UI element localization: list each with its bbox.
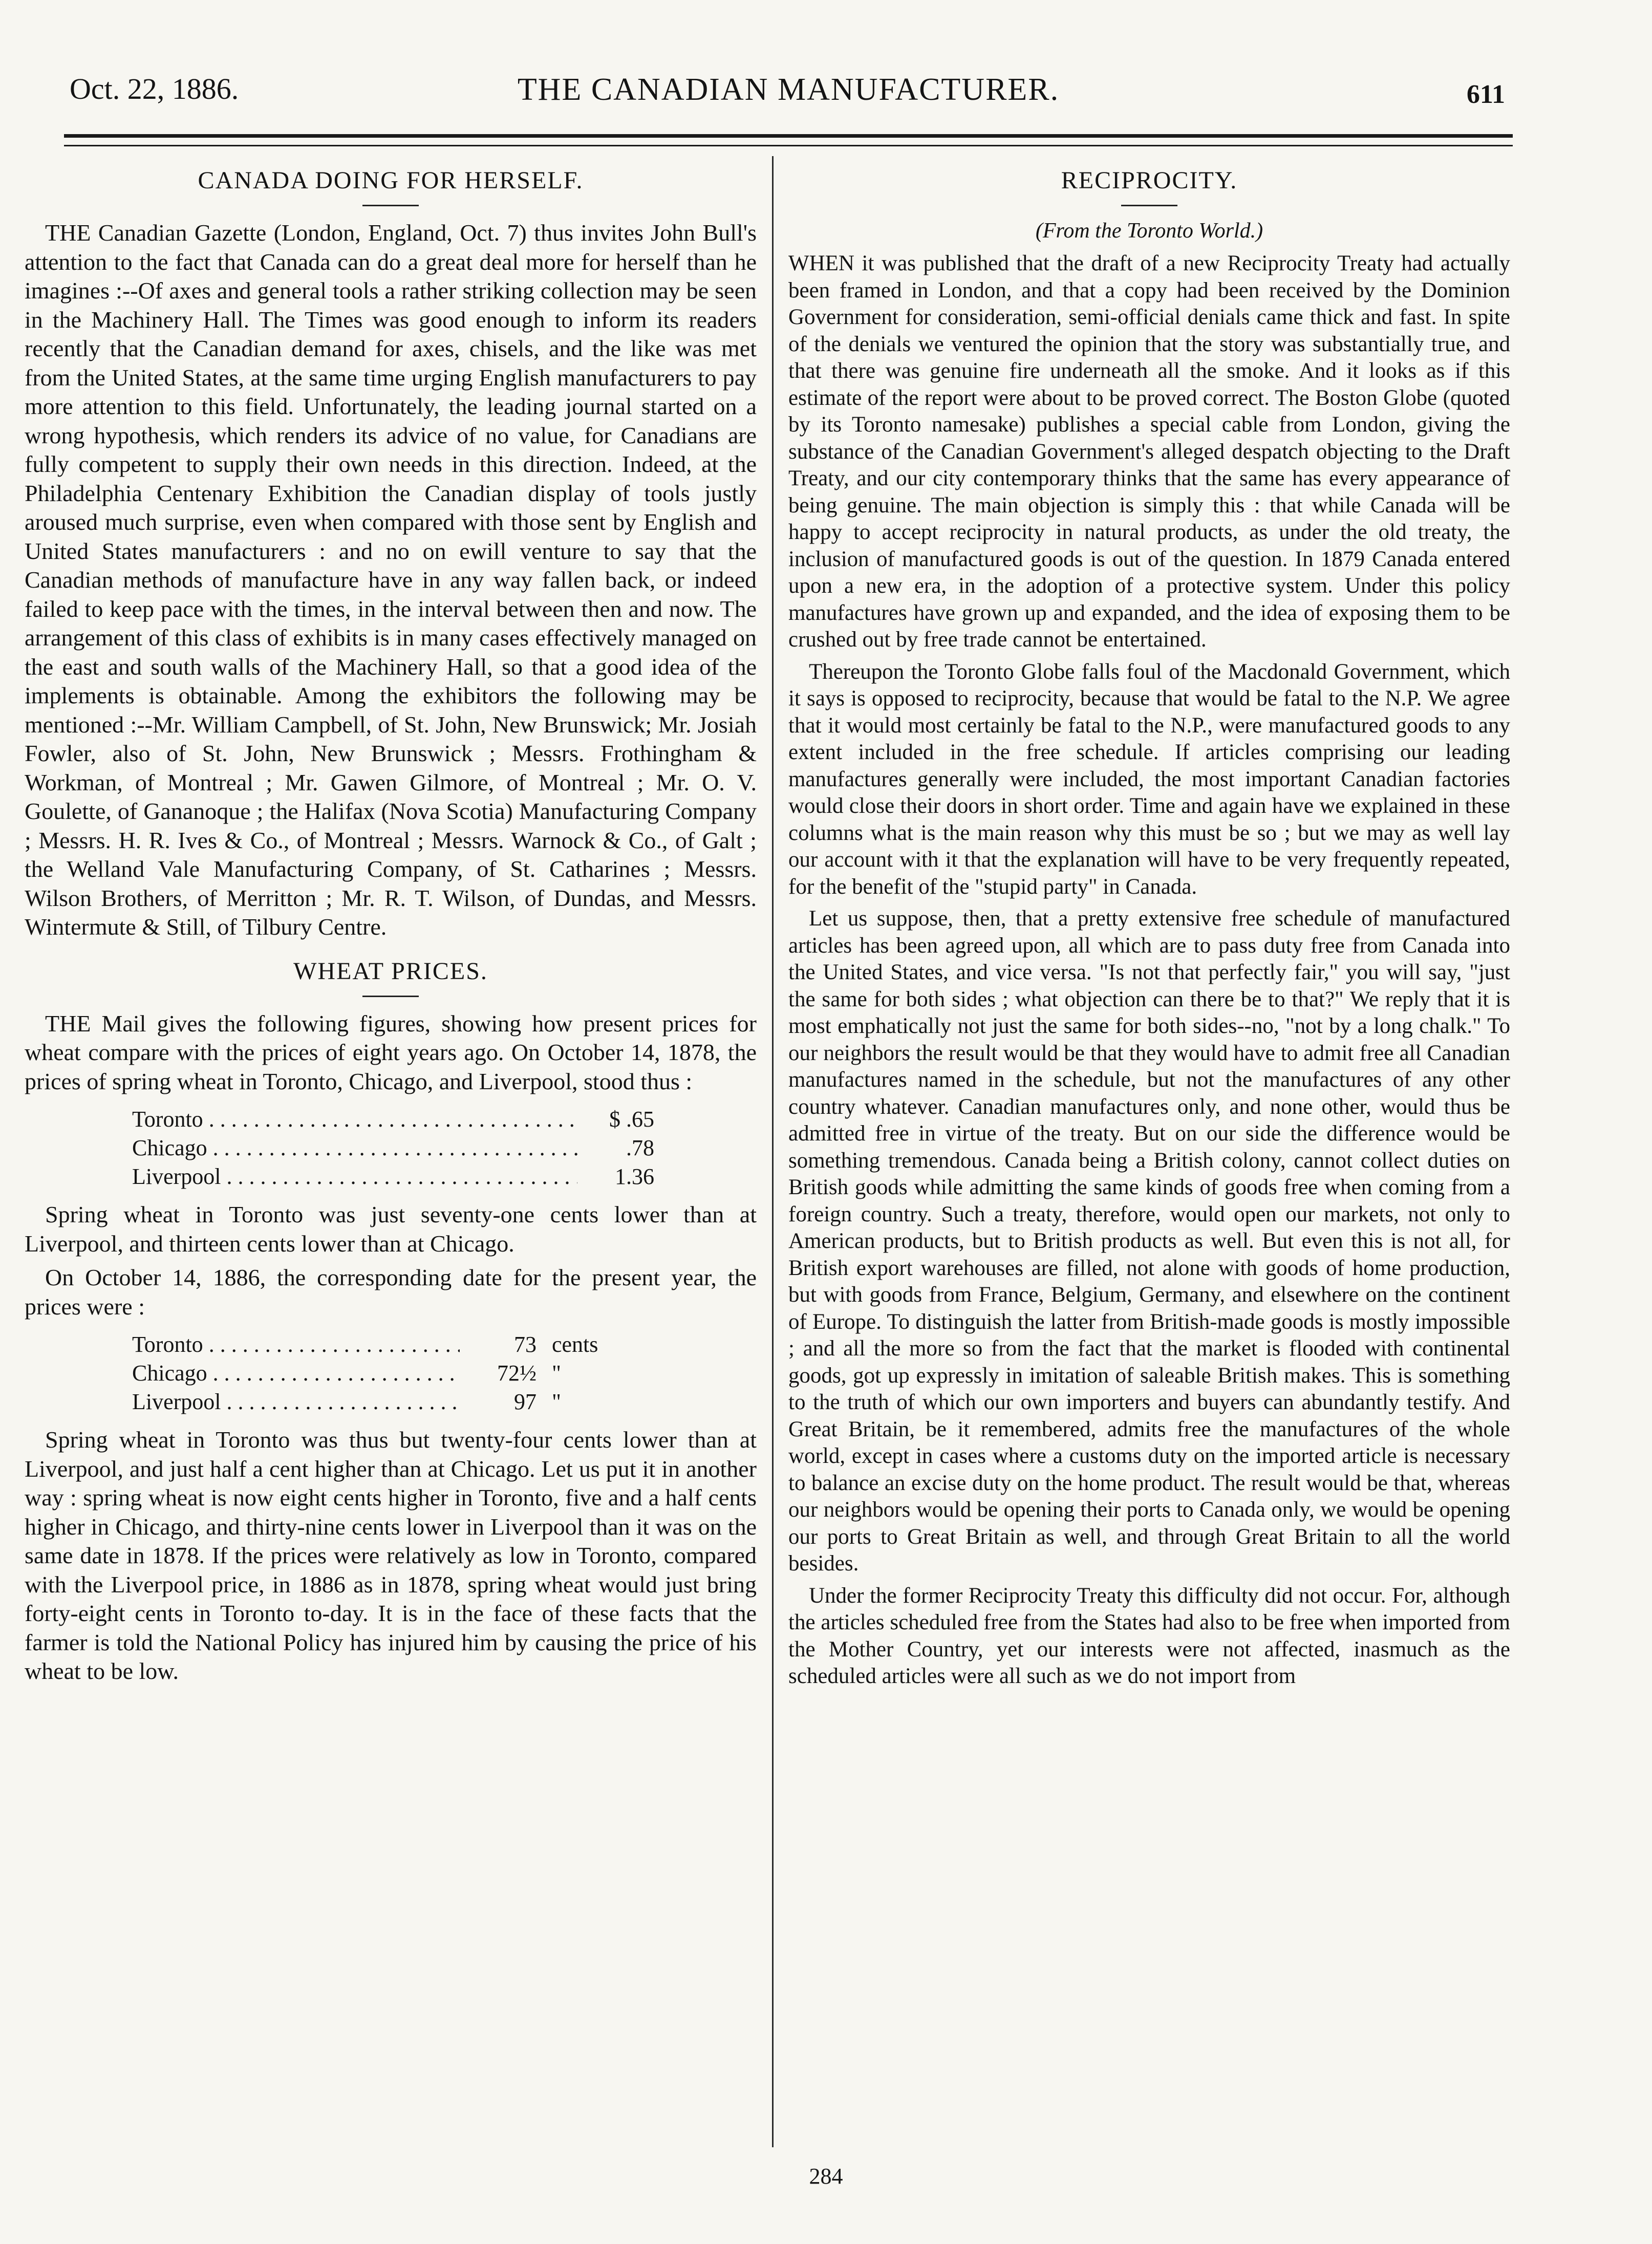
price-unit: cents [552,1332,598,1357]
price-table-1886 [132,1330,654,1416]
header-rule-thin [64,145,1513,146]
issue-date: Oct. 22, 1886. [70,72,239,105]
column-divider [772,156,774,2147]
title-rule [362,205,419,206]
price-unit: " [552,1361,561,1386]
price-unit: " [552,1389,561,1414]
publication-title: THE CANADIAN MANUFACTURER. [517,72,1060,107]
price-row [132,1134,654,1162]
page-header [67,36,1510,118]
article-paragraph: Spring wheat in Toronto was just seventy-one cents lower than at Liverpool, and thirteen cents lower than at Chicago. [25,1201,757,1257]
title-rule [362,996,419,997]
title-rule [1121,205,1177,206]
article-paragraph: THE Mail gives the following figures, showing how present prices for wheat compare with the prices of eight years ago. On October 14, 1878, the prices of spring wheat in Toronto, Chicago, and Liverpool, stood thus : [25,1010,757,1094]
price-city: Toronto . . . [132,1105,577,1134]
article-paragraph: Let us suppose, then, that a pretty extensive free schedule of manufactured articles has been agreed upon, all which are to pass duty free from Canada into the United States, and vice versa. "Is not that perfectly fair," you will say, "just the same for both sides ; what objection can there be to that?" We reply that it is most emphatically not just the same for both sides--no, "not by a long chalk." To our neighbors the result would be that they would have to admit free all Canadian manufactures named in the schedule, but not the manufactures of any other country whatever. Canadian manufactures only, and none other, would thus be admitted free in virtue of the treaty. But on our side the difference would be something tremendous. Canada being a British colony, cannot collect duties on British goods while admitting the same kinds of goods free when coming from a foreign country. Such a treaty, therefore, would open our markets, not only to American products, but to British products as well. But even this is not all, for British export warehouses are filled, not alone with goods of home production, but with goods from France, Belgium, Germany, and elsewhere on the continent of Europe. To distinguish the latter from British-made goods is mostly impossible ; and all the more so from the fact that the market is flooded with continental goods, got up expressly in imitation of saleable British makes. This is something to the truth of which our own importers and buyers can abundantly testify. And Great Britain, be it remembered, admits free the manufactures of the whole world, except in cases where a customs duty on the imported article is necessary to balance an excise duty on the home product. The result would be that, whereas our neighbors would be opening their ports to Canada only, we would be opening our ports to Great Britain as well, and through Great Britain to all the world besides. [788,907,1510,1576]
price-row [132,1105,654,1134]
price-row [132,1359,654,1388]
price-value: .78 [626,1135,654,1160]
price-city: Toronto . . . [132,1330,460,1359]
article-title-canada: CANADA DOING FOR HERSELF. [198,167,584,194]
left-column [25,156,757,1691]
article-source: (From the Toronto World.) [1035,219,1263,243]
article-paragraph: Thereupon the Toronto Globe falls foul of the Macdonald Government, which it says is opposed to reciprocity, because that would be fatal to the N.P. We agree that it would most certainly be fatal to the N.P., were manufactured goods to any extent included in the free schedule. If articles comprising our leading manufactures generally were included, the most important Canadian factories would close their doors in short order. Time and again have we explained in these columns what is the main reason why this must be so ; but we may as well lay our account with it that the explanation will have to be very frequently repeated, for the benefit of the "stupid party" in Canada. [788,659,1510,899]
page-number: 611 [1466,80,1505,109]
article-paragraph: THE Canadian Gazette (London, England, Oct. 7) thus invites John Bull's attention to the fact that Canada can do a great deal more for herself than he imagines :--Of axes and general tools a rather striking collection may be seen in the Machinery Hall. The Times was good enough to inform its readers recently that the Canadian demand for axes, chisels, and the like was met from the United States, at the same time urging English manufacturers to pay more attention to this field. Unfortunately, the leading journal started on a wrong hypothesis, which renders its advice of no value, for Canadians are fully competent to supply their own needs in this direction. Indeed, at the Philadelphia Centenary Exhibition the Canadian display of tools justly aroused much surprise, even when compared with those sent by English and United States manufacturers : and no on ewill venture to say that the Canadian methods of manufacture have in any way fallen back, or indeed failed to keep pace with the times, in the interval between then and now. The arrangement of this class of exhibits is in many cases effectively managed on the east and south walls of the Machinery Hall, so that a good idea of the implements is obtainable. Among the exhibitors the following may be mentioned :--Mr. William Campbell, of St. John, New Brunswick; Mr. Josiah Fowler, also of St. John, New Brunswick ; Messrs. Frothingham & Workman, of Montreal ; Mr. Gawen Gilmore, of Montreal ; Mr. O. V. Goulette, of Gananoque ; the Halifax (Nova Scotia) Manufacturing Company ; Messrs. H. R. Ives & Co., of Montreal ; Messrs. Warnock & Co., of Galt ; the Welland Vale Manufacturing Company, of St. Catharines ; Messrs. Wilson Brothers, of Merritton ; Mr. R. T. Wilson, of Dundas, and Messrs. Wintermute & Still, of Tilbury Centre. [25,220,757,940]
article-paragraph: Under the former Reciprocity Treaty this difficulty did not occur. For, although the articles scheduled free from the States had also to be free when imported from the Mother Country, yet our interests were not affected, inasmuch as the scheduled articles were all such as we do not import from [788,1583,1510,1688]
price-value: 1.36 [615,1164,654,1189]
right-column [788,156,1510,1695]
price-row [132,1388,654,1416]
header-rule-thick [64,134,1513,138]
article-paragraph: WHEN it was published that the draft of a new Reciprocity Treaty had actually been framed in London, and that a copy had been received by the Dominion Government for consideration, semi-official denials came thick and fast. In spite of the denials we ventured the opinion that the story was substantially true, and that there was genuine fire underneath all the smoke. And it looks as if this estimate of the report were about to be proved correct. The Boston Globe (quoted by its Toronto namesake) publishes a special cable from London, giving the substance of the Canadian Government's alleged despatch objecting to the Draft Treaty, and our city contemporary thinks that the same has every appearance of being genuine. The main objection is simply this : that while Canada will be happy to accept reciprocity in natural products, as under the old treaty, the inclusion of manufactured goods is out of the question. In 1879 Canada entered upon a new era, in the adoption of a protective system. Under this policy manufactures have grown up and expanded, and the idea of exposing them to be crushed out by free trade cannot be entertained. [788,251,1510,652]
article-title-wheat: WHEAT PRICES. [293,957,488,985]
article-title-reciprocity: RECIPROCITY. [1061,167,1238,194]
price-value: $ .65 [609,1107,654,1132]
price-value: 72½ [497,1361,537,1386]
article-paragraph: Spring wheat in Toronto was thus but twenty-four cents lower than at Liverpool, and just half a cent higher than at Chicago. Let us put it in another way : spring wheat is now eight cents higher in Toronto, five and a half cents higher in Chicago, and thirty-nine cents lower in Liverpool than it was on the same date in 1878. If the prices were relatively as low in Toronto, compared with the Liverpool price, in 1886 as in 1878, spring wheat would just bring forty-eight cents in Toronto to-day. It is in the face of these facts that the farmer is told the National Policy has injured him by causing the price of his wheat to be low. [25,1427,757,1684]
footer-page-number: 284 [809,2164,843,2189]
article-paragraph: On October 14, 1886, the corresponding date for the present year, the prices were : [25,1264,757,1320]
price-table-1878 [132,1105,654,1191]
price-city: Chicago . . . [132,1134,577,1162]
price-row [132,1162,654,1191]
price-value: 97 [514,1389,537,1414]
price-city: Liverpool . . . [132,1162,577,1191]
price-city: Chicago . . . [132,1359,460,1388]
price-value: 73 [514,1332,537,1357]
price-city: Liverpool . . . [132,1388,460,1416]
price-row [132,1330,654,1359]
